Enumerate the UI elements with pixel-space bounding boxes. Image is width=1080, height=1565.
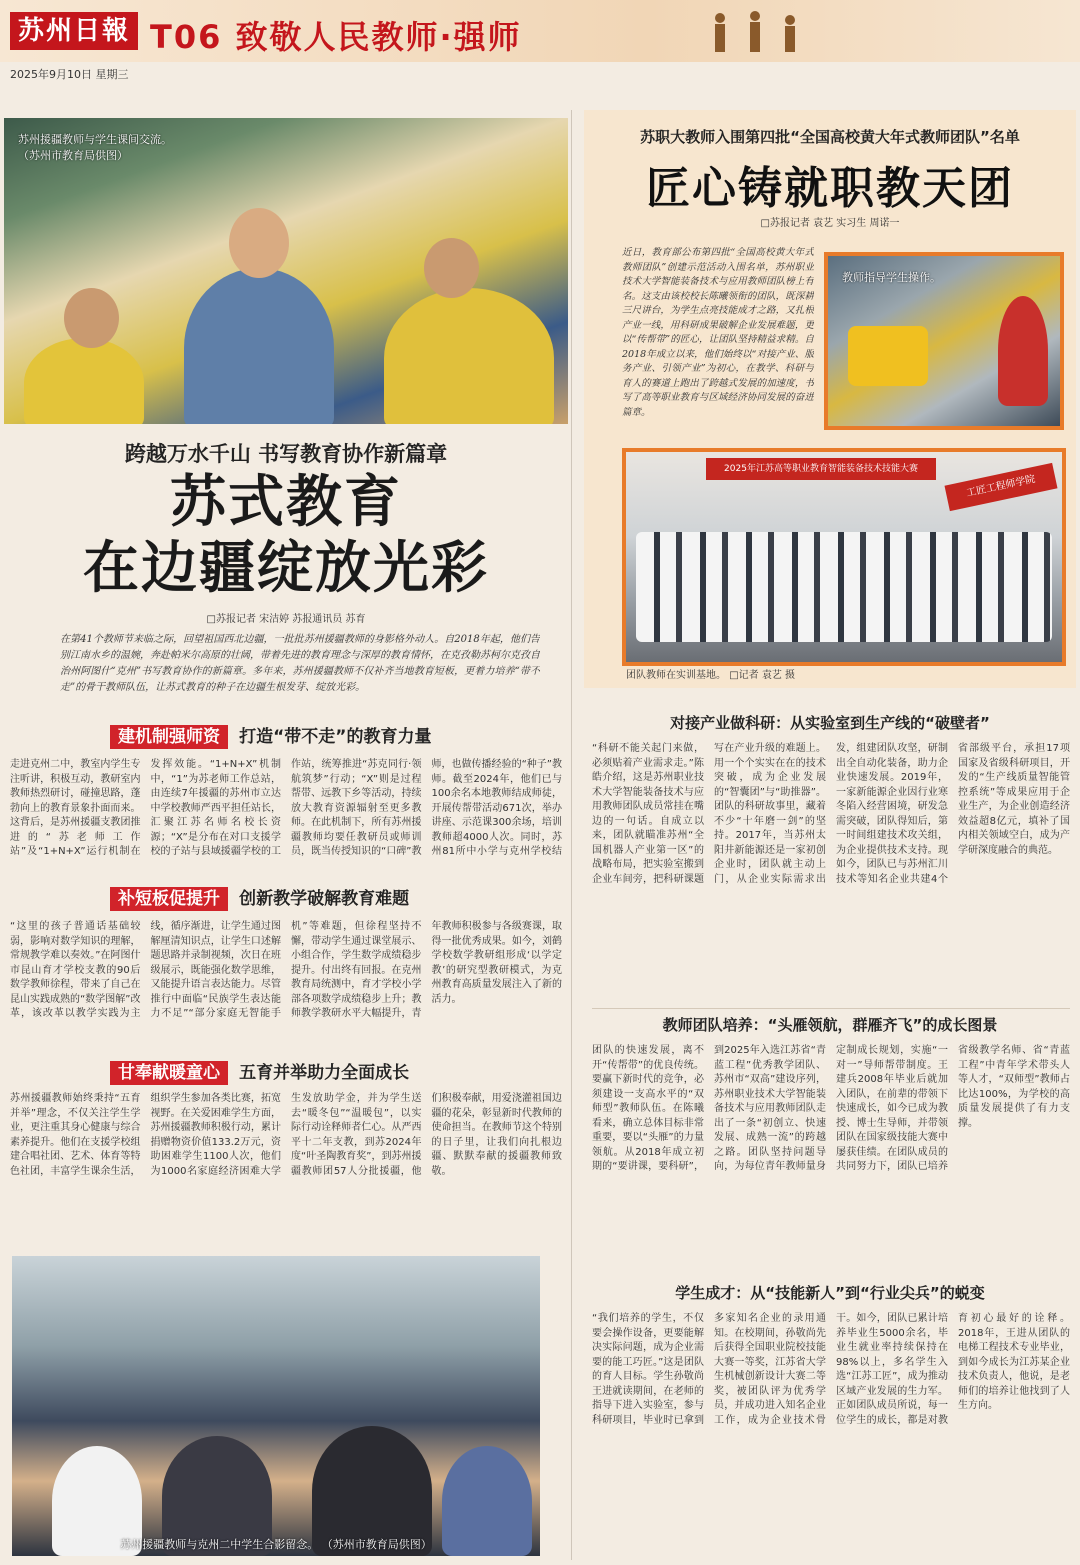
section-1-header bbox=[110, 722, 431, 747]
right-section-2-text: 团队的快速发展，离不开“传帮带”的优良传统。要赢下新时代的竞争，必须建设一支高水平的“双师型”教师队伍。在陈曦看来，确立总体目标非常重要，要以“头雁”的力量领航。从2018年成立初期的“要讲课，要科研”，到2025年入选江苏省“青蓝工程”优秀教学团队、苏州市“双高”建设序列，苏州职业技术大学智能装备技术与应用教师团队走出了一条“初创立、快速发展、成熟一流”的跨越之路。团队坚持问题导向，为每位青年教师量身定制成长规划，实施“一对一”导师帮带制度。王建兵2008年毕业后就加入团队，在前辈的带领下快速成长，如今已成为教授、博士生导师，并带领团队在国家级技能大赛中屡获佳绩。在团队成员的共同努力下，团队已培养省级教学名师、省“青蓝工程”中青年学术带头人等人才，“双师型”教师占比达100%，为学校的高质量发展提供了有力支撑。 bbox=[592, 1045, 1070, 1172]
section-2-text: “这里的孩子普通话基础较弱，影响对数学知识的理解，常规教学难以奏效。”在阿图什市昆山育才学校支教的90后数学教师徐程，带来了自己在昆山实践成熟的“数学图解”改革，该改革以教学实践为主线，循序渐进，让学生通过图解厘清知识点，让学生口述解题思路并录制视频，次日在班级展示，既能强化数学思维，又能提升语言表达能力。尽管推行中面临“民族学生表达能力不足”“部分家庭无智能手机”等难题，但徐程坚持不懈，带动学生通过课堂展示、小组合作，学生数学成绩稳步提升。付出终有回报。在克州教育局统测中，育才学校小学部各项数学成绩稳步上升；教师教学教研水平大幅提升，青年教师积极参与各级赛课，取得一批优秀成果。如今，刘鹤学校数学教研组形成‘以学定教’的研究型教研模式，为克州教育高质量发展注入了新的活力。 bbox=[10, 921, 562, 1019]
right-kicker: 苏职大教师入围第四批“全国高校黄大年式教师团队”名单 bbox=[640, 128, 1020, 146]
right-title: 匠心铸就职教天团 bbox=[646, 163, 1014, 214]
photo-teacher-students bbox=[4, 118, 568, 424]
left-kicker: 跨越万水千山 书写教育协作新篇章 bbox=[124, 441, 448, 466]
section-1-text: 走进克州二中，教室内学生专注听讲，积极互动，教研室内教师热烈研讨，碰撞思路，蓬勃向上的教育景象扑面而来。这背后，是苏州援疆支教团推进的“苏老师工作站”及“1+N+X”运行机制在发挥效能。“1+N+X”机制中，“1”为苏老师工作总站，由连续7年援疆的苏州市立达中学校教师严西平担任站长，汇聚江苏名师名校长资源；“X”是分布在对口支援学校的子站与县域援疆学校的工作站，统筹推进“苏克同行·领航筑梦”行动；“X”则是过程帮带、远教下乡等活动，持续放大教育资源辐射至更多教师。在此机制下，所有苏州援疆教师均要任教研员或师训员，既当传授知识的“口碑”教师，也做传播经验的“种子”教师。截至2024年，他们已与100余名本地教师结成师徒，开展传帮带活动671次，举办讲座、示范课300余场，培训教师超4000人次。同时，苏州81所中小学与克州学校结 bbox=[10, 759, 562, 857]
section-1-title: 打造“带不走”的教育力量 bbox=[239, 727, 432, 747]
right-section-2-title: 教师团队培养：“头雁领航，群雁齐飞”的成长图景 bbox=[662, 1016, 998, 1034]
event-banner-2: 工匠工程师学院 bbox=[944, 463, 1057, 511]
photo-group-classroom bbox=[12, 1256, 540, 1556]
left-byline: □苏报记者 宋洁婷 苏报通讯员 苏育 bbox=[206, 614, 366, 625]
photo2-caption: 苏州援疆教师与克州二中学生合影留念。 （苏州市教育局供图） bbox=[120, 1538, 432, 1551]
left-title-line1: 苏式教育 bbox=[170, 469, 402, 535]
section-3-tag: 甘奉献暖童心 bbox=[110, 1061, 228, 1085]
photo-a-caption: 教师指导学生操作。 bbox=[842, 271, 941, 284]
event-banner: 2025年江苏高等职业教育智能装备技术技能大赛 bbox=[706, 458, 936, 480]
section-3-title: 五育并举助力全面成长 bbox=[239, 1063, 410, 1083]
right-lead: 近日，教育部公布第四批“全国高校黄大年式教师团队”创建示范活动入围名单，苏州职业技术大学智能装备技术与应用教师团队榜上有名。这支由该校校长陈曦领衔的团队，既深耕三尺讲台，为学生点亮技能成才之路，又扎根产业一线，用科研成果破解企业发展难题，更以“传帮带”的匠心，让团队坚持精益求精。自2018年成立以来，他们始终以“对接产业、服务产业、引领产业”为初心，在教学、科研与育人的赛道上跑出了跨越式发展的加速度，书写了高等职业教育与区域经济协同发展的奋进篇章。 bbox=[622, 247, 814, 418]
left-title-line2: 在边疆绽放光彩 bbox=[83, 535, 489, 601]
photo-b-caption: 团队教师在实训基地。 □记者 袁艺 摄 bbox=[626, 670, 795, 681]
section-3-text: 苏州援疆教师始终秉持“五育并举”理念，不仅关注学生学业，更注重其身心健康与综合素养提升。他们在支援学校组建合唱社团、艺术、体育等特色社团，丰富学生课余生活，组织学生参加各类比赛，拓宽视野。在关爱困难学生方面，苏州援疆教师积极行动，累计捐赠物资价值133.2万元，资助困难学生1100人次，他们为1000名家庭经济困难大学生发放助学金，并为学生送去“暖冬包”“温暖包”，以实际行动诠释师者仁心。从严西平十二年支教，到苏2024年度“叶圣陶教育奖”，到苏州援疆教师团57人分批援疆，他们积极奉献，用爱浇灌祖国边疆的花朵，彰显新时代教师的使命担当。在教师节这个特别的日子里，让我们向扎根边疆、默默奉献的援疆教师致敬。 bbox=[10, 1093, 562, 1177]
section-2-header bbox=[110, 884, 409, 909]
section-1-tag: 建机制强师资 bbox=[110, 725, 228, 749]
right-section-1-title: 对接产业做科研：从实验室到生产线的“破壁者” bbox=[670, 714, 990, 732]
photo-team-training-base bbox=[622, 448, 1066, 666]
teachers-silhouette-icon bbox=[700, 8, 820, 58]
left-lead: 在第41个教师节来临之际，回望祖国西北边疆，一批批苏州援疆教师的身影格外动人。自2018年起，他们告别江南水乡的温婉，奔赴帕米尔高原的壮阔，带着先进的教育理念与深厚的教育情怀，在克孜勒苏柯尔克孜自治州阿图什“克州”书写教育协作的新篇章。多年来，苏州援疆教师不仅补齐当地教育短板，更着力培养“带不走”的骨干教师队伍，让苏式教育的种子在边疆生根发芽、绽放光彩。 bbox=[60, 634, 540, 693]
newspaper-masthead: 苏州日報 bbox=[10, 12, 138, 50]
page-label: T06 致敬人民教师·强师 bbox=[150, 18, 522, 56]
section-2-tag: 补短板促提升 bbox=[110, 887, 228, 911]
right-byline: □苏报记者 袁艺 实习生 周诺一 bbox=[760, 218, 900, 229]
issue-date: 2025年9月10日 星期三 bbox=[10, 68, 129, 81]
photo1-caption: 苏州援疆教师与学生课间交流。 （苏州市教育局供图） bbox=[18, 133, 172, 162]
section-3-header bbox=[110, 1058, 409, 1083]
section-2-title: 创新教学破解教育难题 bbox=[239, 889, 410, 909]
column-divider bbox=[571, 110, 572, 1560]
right-section-3-text: “我们培养的学生，不仅要会操作设备，更要能解决实际问题，成为企业需要的能工巧匠。”这是团队的育人目标。学生孙敬尚王进就读期间，在老师的指导下进入实验室，参与科研项目，毕业时已拿到多家知名企业的录用通知。在校期间，孙敬尚先后获得全国职业院校技能大赛一等奖，江苏省大学生机械创新设计大赛二等奖，被团队评为优秀学员，并成功进入知名企业工作，成为企业技术骨干。如今，团队已累计培养毕业生5000余名，毕业生就业率持续保持在98%以上，多名学生入选“江苏工匠”，成为推动区域产业发展的生力军。正如团队成员所说，每一位学生的成长，都是对教育初心最好的诠释。2018年，王进从团队的电梯工程技术专业毕业，到如今成长为江苏某企业技术负责人，他说，是老师们的培养让他找到了人生方向。 bbox=[592, 1313, 1070, 1426]
right-section-1-text: “科研不能关起门来做，必须贴着产业需求走。”陈皓介绍，这是苏州职业技术大学智能装备技术与应用教师团队成员常挂在嘴边的一句话。自成立以来，团队就瞄准苏州“全国机器人产业第一区”的战略布局，把实验室搬到企业车间旁，把科研课题写在产业升级的难题上。用一个个实实在在的技术突破，成为企业发展的“智囊团”与“助推器”。团队的科研故事里，藏着不少“十年磨一剑”的坚持。2017年，当苏州太阳井新能源还是一家初创企业时，团队就主动上门，从企业实际需求出发，组建团队攻坚，研制出全自动化装备，助力企业快速发展。2019年，一家新能源企业因行业寒冬陷入经营困境，研发急需突破，团队得知后，第一时间组建技术攻关组，为企业提供技术支持。现如今，团队已与苏州汇川技术等知名企业共建4个省部级平台，承担17项国家及省级科研项目，开发的“生产线质量智能管控系统”等成果应用于企业生产，为企业创造经济效益超8亿元，填补了国内相关领域空白，成为产学研深度融合的典范。 bbox=[592, 743, 1070, 885]
photo-robot-lab bbox=[824, 252, 1064, 430]
right-section-3-title: 学生成才：从“技能新人”到“行业尖兵”的蜕变 bbox=[675, 1284, 985, 1302]
right-divider-1 bbox=[592, 1008, 1070, 1009]
